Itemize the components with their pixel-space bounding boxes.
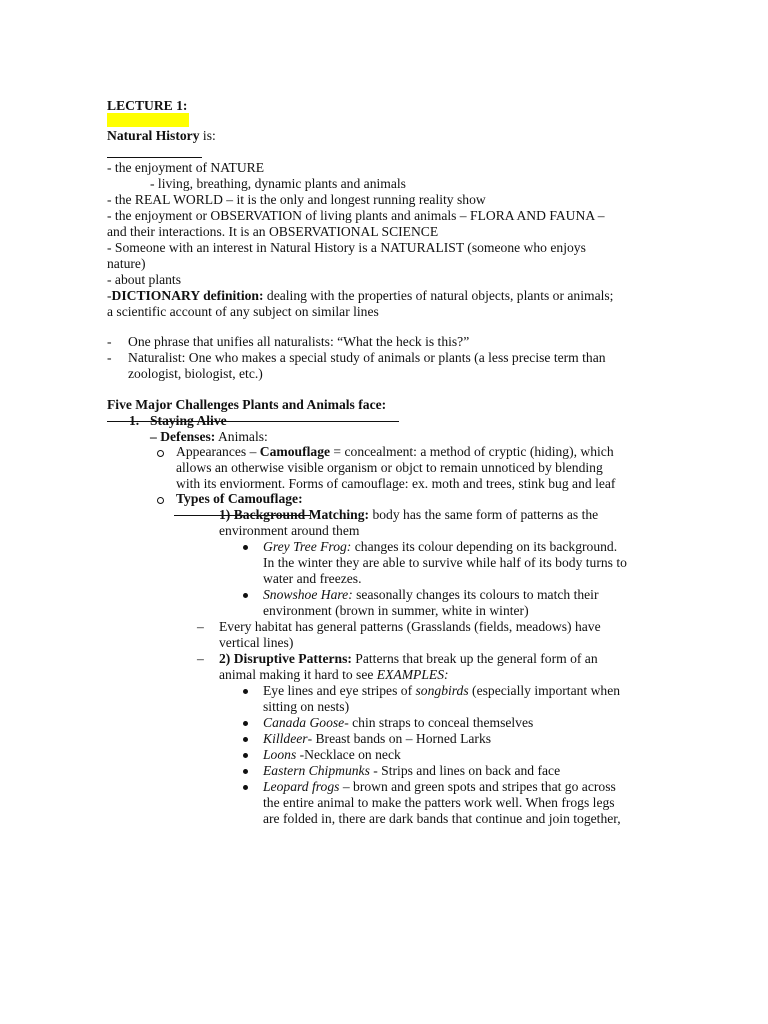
bullet-dot-icon (243, 753, 248, 758)
text-line: - about plants (107, 272, 181, 287)
text-line: - the enjoyment or OBSERVATION of living plants and animals – FLORA AND FAUNA – (107, 208, 605, 223)
bullet-phrase: One phrase that unifies all naturalists: “What the heck is this?” (128, 334, 470, 349)
circle-bullet-icon (157, 450, 164, 457)
bullet-dot-icon (243, 785, 248, 790)
bullet-dot-icon (243, 545, 248, 550)
dictionary-definition: -DICTIONARY definition: dealing with the properties of natural objects, plants or animals; (107, 288, 614, 303)
text-line: water and freezes. (263, 571, 362, 586)
dash-marker: - (107, 334, 112, 349)
example-canada-goose: Canada Goose- chin straps to conceal themselves (263, 715, 534, 730)
bullet-naturalist: Naturalist: One who makes a special study of animals or plants (a less precise term than (128, 350, 606, 365)
example-songbirds: Eye lines and eye stripes of songbirds (especially important when (263, 683, 621, 698)
text-line: - living, breathing, dynamic plants and animals (150, 176, 406, 191)
text-line: In the winter they are able to survive while half of its body turns to (263, 555, 627, 570)
text-line: - the REAL WORLD – it is the only and longest running reality show (107, 192, 486, 207)
example-leopard-frogs: Leopard frogs – brown and green spots and stripes that go across (263, 779, 616, 794)
numbered-marker: 1. (129, 413, 140, 428)
bullet-dot-icon (243, 769, 248, 774)
text-line: - Someone with an interest in Natural History is a NATURALIST (someone who enjoys (107, 240, 586, 255)
bullet-dot-icon (243, 737, 248, 742)
circle-bullet-icon (157, 497, 164, 504)
endash-marker: – (197, 651, 204, 666)
background-matching: 1) Background Matching: body has the same form of patterns as the (219, 507, 599, 522)
text-line: are folded in, there are dark bands that continue and join together, (263, 811, 621, 826)
staying-alive: Staying Alive (150, 413, 227, 428)
natural-history-heading: Natural History is: (107, 128, 216, 143)
defenses-line: – Defenses: Animals: (150, 429, 268, 444)
text-line: allows an otherwise visible organism or objct to remain unnoticed by blending (176, 460, 603, 475)
grey-tree-frog: Grey Tree Frog: changes its colour depending on its background. (263, 539, 618, 554)
text-line: with its enviorment. Forms of camouflage: ex. moth and trees, stink bug and leaf (176, 476, 616, 491)
habitat-line: Every habitat has general patterns (Grasslands (fields, meadows) have (219, 619, 601, 634)
text-line: animal making it hard to see EXAMPLES: (219, 667, 449, 682)
disruptive-patterns: 2) Disruptive Patterns: Patterns that break up the general form of an (219, 651, 598, 666)
example-loons: Loons -Necklace on neck (263, 747, 401, 762)
example-killdeer: Killdeer- Breast bands on – Horned Larks (263, 731, 492, 746)
text-line: and their interactions. It is an OBSERVATIONAL SCIENCE (107, 224, 439, 239)
text-line: nature) (107, 256, 146, 271)
lecture-title: LECTURE 1: (107, 98, 188, 113)
text-line: environment around them (219, 523, 360, 538)
endash-marker: – (197, 619, 204, 634)
text-line: vertical lines) (219, 635, 294, 650)
text-line: the entire animal to make the patters work well. When frogs legs (263, 795, 615, 810)
bullet-dot-icon (243, 721, 248, 726)
yellow-highlight (107, 113, 189, 127)
text-line: - the enjoyment of NATURE (107, 160, 265, 175)
text-line: a scientific account of any subject on similar lines (107, 304, 379, 319)
text-line: zoologist, biologist, etc.) (128, 366, 263, 381)
snowshoe-hare: Snowshoe Hare: seasonally changes its colours to match their (263, 587, 599, 602)
text-line: sitting on nests) (263, 699, 350, 714)
five-challenges-heading: Five Major Challenges Plants and Animals face: (107, 397, 387, 412)
example-eastern-chipmunks: Eastern Chipmunks - Strips and lines on back and face (263, 763, 561, 778)
text-line: environment (brown in summer, white in winter) (263, 603, 529, 618)
bullet-dot-icon (243, 593, 248, 598)
dash-marker: - (107, 350, 112, 365)
appearances-line: Appearances – Camouflage = concealment: a method of cryptic (hiding), which (176, 444, 614, 459)
types-of-camouflage: Types of Camouflage: (176, 491, 303, 506)
underline-rule (107, 157, 202, 158)
bullet-dot-icon (243, 689, 248, 694)
